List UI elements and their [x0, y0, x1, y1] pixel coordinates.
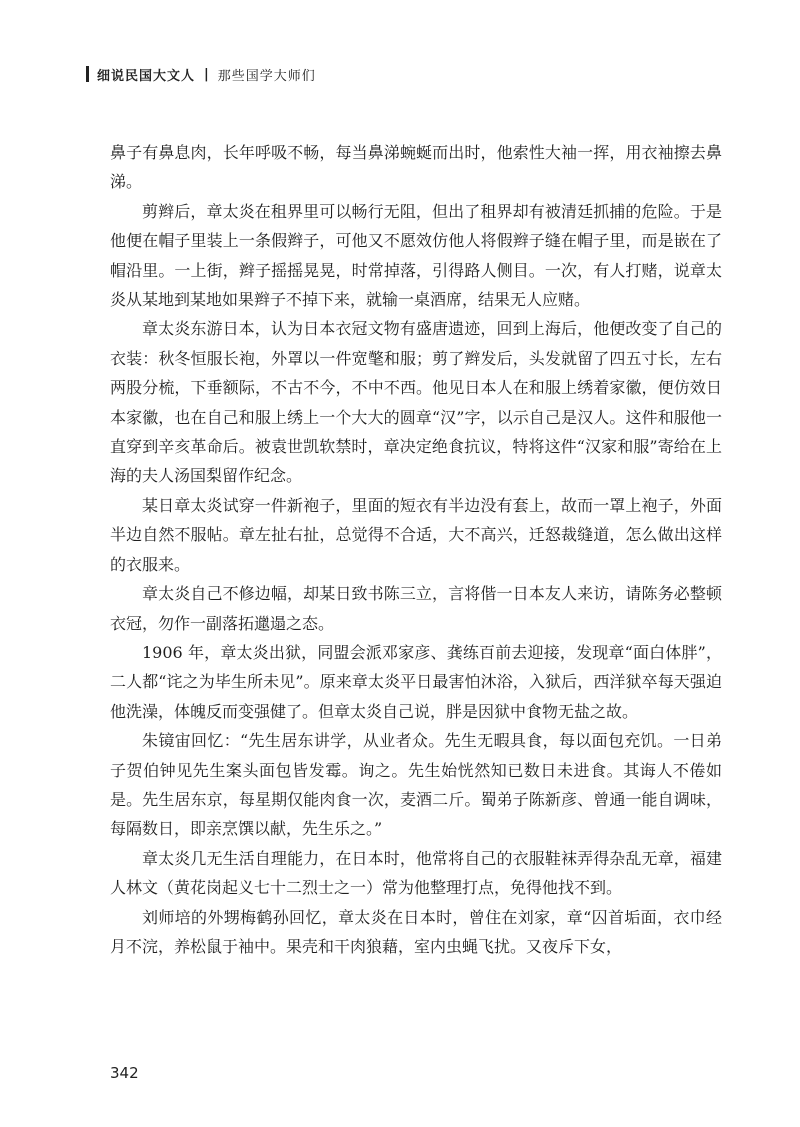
chapter-title: 那些国学大师们	[217, 68, 316, 84]
paragraph: 鼻子有鼻息肉，长年呼吸不畅，每当鼻涕蜿蜒而出时，他索性大袖一挥，用衣袖擦去鼻涕。	[110, 143, 722, 192]
paragraph: 1906 年，章太炎出狱，同盟会派邓家彦、龚练百前去迎接，发现章“面白体胖”，二人都“诧之为毕生所未见”。原来章太炎平日最害怕沐浴，入狱后，西洋狱卒每天强迫他洗澡，体魄反而变强健了。但章太炎自己说，胖是因狱中食物无盐之故。	[110, 642, 722, 721]
body-text	[110, 138, 722, 961]
page-number: 342	[110, 1064, 139, 1082]
paragraph: 章太炎东游日本，认为日本衣冠文物有盛唐遗迹，回到上海后，他便改变了自己的衣装：秋冬恒服长袍，外罩以一件宽氅和服；剪了辫发后，头发就留了四五寸长，左右两股分梳，下垂额际，不古不今，不中不西。他见日本人在和服上绣着家徽，便仿效日本家徽，也在自己和服上绣上一个大大的圆章“汉”字，以示自己是汉人。这件和服他一直穿到辛亥革命后。被袁世凯软禁时，章决定绝食抗议，特将这件“汉家和服”寄给在上海的夫人汤国梨留作纪念。	[110, 319, 722, 486]
paragraph: 剪辫后，章太炎在租界里可以畅行无阻，但出了租界却有被清廷抓捕的危险。于是他便在帽子里装上一条假辫子，可他又不愿效仿他人将假辫子缝在帽子里，而是嵌在了帽沿里。一上街，辫子摇摇晃晃，时常掉落，引得路人侧目。一次，有人打赌，说章太炎从某地到某地如果辫子不掉下来，就输一桌酒席，结果无人应赌。	[110, 201, 722, 310]
paragraph: 朱镜宙回忆：“先生居东讲学，从业者众。先生无暇具食，每以面包充饥。一日弟子贺伯钟见先生案头面包皆发霉。询之。先生始恍然知已数日未进食。其诲人不倦如是。先生居东京，每星期仅能肉食一次，麦酒二斤。蜀弟子陈新彦、曾通一能自调味，每隔数日，即亲烹馔以献，先生乐之。”	[110, 731, 722, 839]
header-bar	[86, 66, 89, 82]
running-header	[86, 64, 316, 84]
header-separator: |	[204, 66, 209, 82]
paragraph: 某日章太炎试穿一件新袍子，里面的短衣有半边没有套上，故而一罩上袍子，外面半边自然不服帖。章左扯右扯，总觉得不合适，大不高兴，迁怒裁缝道，怎么做出这样的衣服来。	[110, 495, 722, 574]
paragraph: 章太炎几无生活自理能力，在日本时，他常将自己的衣服鞋袜弄得杂乱无章，福建人林文（黄花岗起义七十二烈士之一）常为他整理打点，免得他找不到。	[110, 848, 722, 898]
paragraph: 章太炎自己不修边幅，却某日致书陈三立，言将偕一日本友人来访，请陈务必整顿衣冠，勿作一副落拓邋遢之态。	[110, 584, 722, 633]
paragraph: 刘师培的外甥梅鹤孙回忆，章太炎在日本时，曾住在刘家，章“囚首垢面，衣巾经月不浣，养松鼠于袖中。果壳和干肉狼藉，室内虫蝇飞扰。又夜斥下女，	[110, 907, 722, 956]
book-title: 细说民国大文人	[97, 68, 196, 84]
